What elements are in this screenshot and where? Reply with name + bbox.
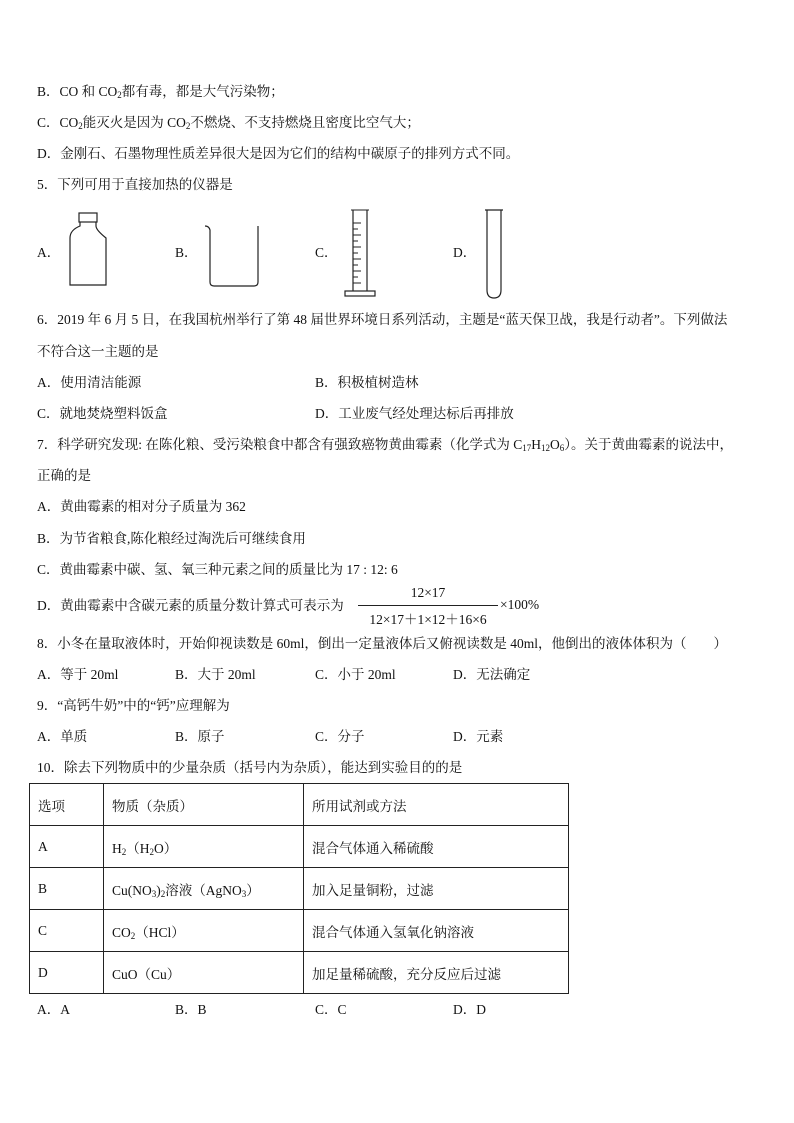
test-tube-icon xyxy=(482,208,506,300)
q7-option-a: A．黄曲霉素的相对分子质量为 362 xyxy=(37,499,246,514)
q10-stem: 10．除去下列物质中的少量杂质（括号内为杂质），能达到实验目的的是 xyxy=(37,760,463,775)
q4-option-c-text1: C．CO xyxy=(37,115,79,130)
substance-sub: 2 xyxy=(130,930,136,941)
q6-option-b: B．积极植树造林 xyxy=(315,375,419,390)
q10-option-c: C．C xyxy=(315,1002,347,1017)
table-cell-option: C xyxy=(30,910,104,952)
table-header-row xyxy=(30,784,569,826)
table-row xyxy=(30,868,569,910)
q7-stem-text3: O xyxy=(550,437,560,452)
q4-option-c-text3: 不燃烧、不支持燃烧且密度比空气大； xyxy=(190,115,420,130)
q9-option-d: D．元素 xyxy=(453,729,504,744)
q4-option-c-sub1: 2 xyxy=(78,121,83,131)
table-row xyxy=(30,826,569,868)
q7-option-c: C．黄曲霉素中碳、氢、氧三种元素之间的质量比为 17 : 12: 6 xyxy=(37,562,398,577)
q10-option-b: B．B xyxy=(175,1002,207,1017)
substance-sub: 3 xyxy=(241,888,247,899)
q5-label-d: D． xyxy=(453,245,477,260)
q8-option-d: D．无法确定 xyxy=(453,667,531,682)
q7-option-d: D．黄曲霉素中含碳元素的质量分数计算式可表示为 xyxy=(37,598,344,613)
q4-option-b-text2: 都有毒，都是大气污染物； xyxy=(121,84,284,99)
q7-stem-line2: 正确的是 xyxy=(37,468,91,483)
q7-fraction-bar xyxy=(358,605,498,606)
beaker-icon xyxy=(204,224,262,288)
q7-option-b: B．为节省粮食,陈化粮经过淘洗后可继续食用 xyxy=(37,531,306,546)
substance-text: Cu(NO xyxy=(112,882,152,898)
q6-option-a: A．使用清洁能源 xyxy=(37,375,142,390)
q6-stem-line1: 6．2019 年 6 月 5 日，在我国杭州举行了第 48 届世界环境日系列活动，主题是“蓝天保卫战，我是行动者”。下列做法 xyxy=(37,312,728,327)
q9-option-c: C．分子 xyxy=(315,729,365,744)
q7-stem-sub3: 6 xyxy=(559,443,565,453)
q6-option-c: C．就地焚烧塑料饭盒 xyxy=(37,406,168,421)
substance-text: O） xyxy=(154,840,178,856)
substance-text: ) xyxy=(156,882,161,898)
table-header-method: 所用试剂或方法 xyxy=(304,784,569,826)
q10-option-d: D．D xyxy=(453,1002,486,1017)
table-cell-option: A xyxy=(30,826,104,868)
q8-option-b: B．大于 20ml xyxy=(175,667,256,682)
q9-stem: 9．“高钙牛奶”中的“钙”应理解为 xyxy=(37,698,230,713)
q9-option-a: A．单质 xyxy=(37,729,88,744)
q4-option-b-sub: 2 xyxy=(117,90,122,100)
substance-text: CO xyxy=(112,924,131,940)
q10-table xyxy=(29,783,569,994)
q7-stem-sub1: 17 xyxy=(522,443,532,453)
q4-option-c xyxy=(37,114,420,132)
q7-fraction xyxy=(358,585,498,625)
table-header-option: 选项 xyxy=(30,784,104,826)
q6-stem-line2: 不符合这一主题的是 xyxy=(37,344,159,359)
substance-text: （HCl） xyxy=(135,924,185,940)
q8-option-c: C．小于 20ml xyxy=(315,667,396,682)
table-cell-method: 混合气体通入氢氧化钠溶液 xyxy=(304,910,569,952)
q5-label-a: A． xyxy=(37,245,61,260)
q8-option-a: A．等于 20ml xyxy=(37,667,119,682)
q7-stem-sub2: 12 xyxy=(541,443,551,453)
q10-option-a: A．A xyxy=(37,1002,70,1017)
substance-sub: 2 xyxy=(121,846,127,857)
q5-label-c: C． xyxy=(315,245,338,260)
q7-stem-text4: ）。关于黄曲霉素的说法中， xyxy=(564,437,734,452)
table-cell-method: 加足量稀硫酸，充分反应后过滤 xyxy=(304,952,569,994)
table-cell-substance: CuO（Cu） xyxy=(104,952,304,994)
q8-stem: 8．小冬在量取液体时，开始仰视读数是 60ml，倒出一定量液体后又俯视读数是 40ml，他倒出的液体体积为（ ） xyxy=(37,636,728,651)
table-cell-method: 混合气体通入稀硫酸 xyxy=(304,826,569,868)
table-row xyxy=(30,952,569,994)
q5-label-b: B． xyxy=(175,245,198,260)
q4-option-d: D．金刚石、石墨物理性质差异很大是因为它们的结构中碳原子的排列方式不同。 xyxy=(37,146,520,161)
q7-fraction-numerator: 12×17 xyxy=(410,585,446,600)
table-cell-substance xyxy=(104,868,304,910)
q7-fraction-denominator: 12×17＋1×12＋16×6 xyxy=(369,612,487,627)
substance-text: （H xyxy=(126,840,150,856)
substance-sub: 2 xyxy=(160,888,166,899)
graduated-cylinder-icon xyxy=(343,209,377,299)
table-header-substance: 物质（杂质） xyxy=(104,784,304,826)
table-cell-substance xyxy=(104,910,304,952)
q9-option-b: B．原子 xyxy=(175,729,225,744)
q4-option-c-sub2: 2 xyxy=(185,121,191,131)
q4-option-b xyxy=(37,83,284,101)
q7-stem-text2: H xyxy=(531,437,542,452)
substance-text: H xyxy=(112,840,122,856)
q6-option-d: D．工业废气经处理达标后再排放 xyxy=(315,406,514,421)
table-cell-substance xyxy=(104,826,304,868)
substance-sub: 3 xyxy=(151,888,157,899)
q4-option-c-text2: 能灭火是因为 CO xyxy=(82,115,186,130)
q4-option-b-text1: B．CO 和 CO xyxy=(37,84,118,99)
substance-sub: 2 xyxy=(149,846,154,857)
q7-stem-line1 xyxy=(37,436,733,454)
q5-stem: 5．下列可用于直接加热的仪器是 xyxy=(37,177,233,192)
q7-fraction-percent: ×100% xyxy=(500,597,540,612)
substance-text: ） xyxy=(246,882,260,898)
table-cell-option: D xyxy=(30,952,104,994)
substance-text: 溶液（AgNO xyxy=(165,882,242,898)
reagent-bottle-icon xyxy=(66,212,110,288)
q7-stem-text1: 7．科学研究发现: 在陈化粮、受污染粮食中都含有强致癌物黄曲霉素（化学式为 C xyxy=(37,437,523,452)
table-cell-method: 加入足量铜粉，过滤 xyxy=(304,868,569,910)
table-row xyxy=(30,910,569,952)
table-cell-option: B xyxy=(30,868,104,910)
